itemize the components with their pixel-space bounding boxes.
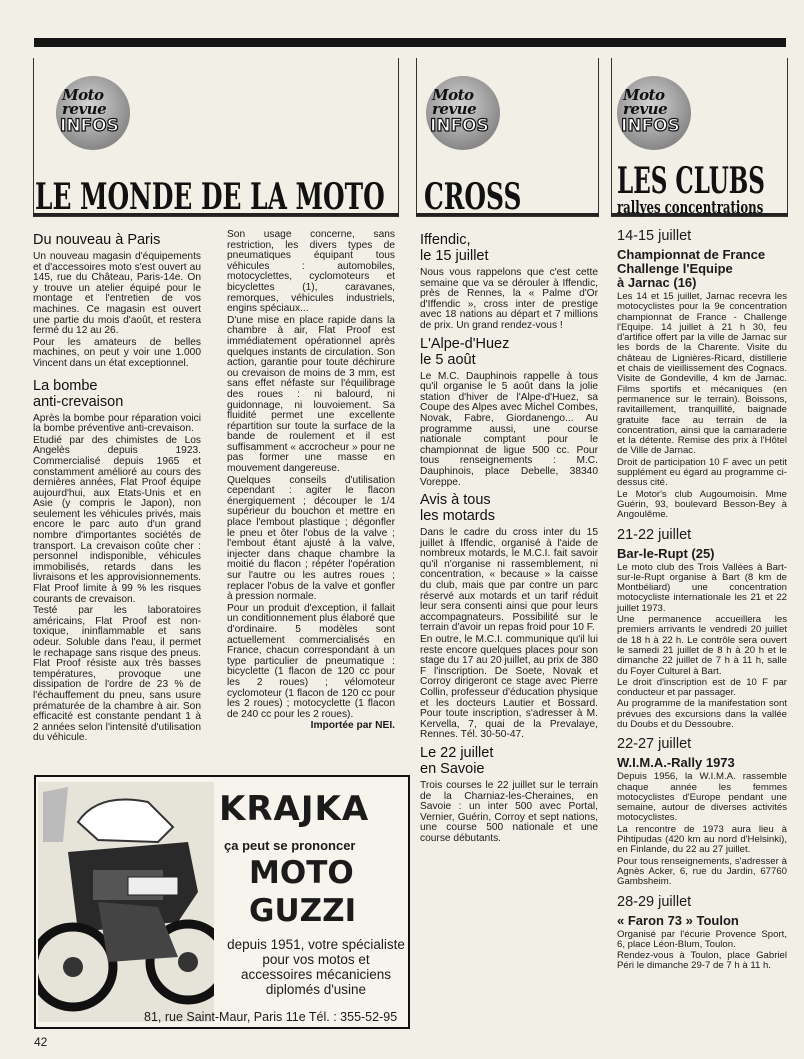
ad-moto: MOTO: [249, 855, 354, 891]
date-21-22-juillet: 21-22 juillet: [617, 526, 692, 543]
clubs-column: [617, 228, 787, 973]
paragraph: Le moto club des Trois Vallées à Bart-sur-le-Rupt organise à Bart (8 km de Montbéliard) une concentration motocycliste internationale les 21 et 22 juillet 1973.: [617, 561, 787, 614]
logo-line2: revue: [623, 100, 668, 118]
paragraph: Depuis 1956, la W.I.M.A. rassemble chaque année les femmes motocyclistes d'Europe pendant une semaine, autour de diverses activités motocyclistes.: [617, 771, 787, 824]
subhead-nouveau-paris: Du nouveau à Paris: [33, 232, 161, 248]
monde-column-1: [33, 228, 201, 745]
subhead-iffendic: Iffendic, le 15 juillet: [420, 232, 489, 264]
moto-revue-infos-logo: [617, 76, 691, 150]
paragraph: D'une mise en place rapide dans la chambre à air, Flat Proof est immédiatement opérationnel après quelques instants de circulation. Son action, garantie pour toute déchirure ou crevaison de moins de 3 mm, est sans effet néfaste sur l'équilibrage des roues : ni balourd, ni guidonnage, ni louvoiement. Sa fluidité permet une excellente répartition sur toute la surface de la bande de roulement et il est suffisamment « accrocheur » pour ne pas former une masse en mouvement dangereuse.: [227, 314, 395, 475]
paragraph: Un nouveau magasin d'équipements et d'accessoires moto s'est ouvert au 145, rue du Château, Paris-14e. On y trouve un atelier équipé pour le montage et l'entretien de vos machines. Ce magasin est ouvert une partie du mois d'août, et restera fermé du 12 au 26.: [33, 251, 201, 337]
monde-column-2: [227, 230, 395, 733]
subhead-avis: Avis à tous les motards: [420, 492, 495, 525]
logo-line1: Moto: [623, 86, 665, 104]
subhead-alpe-huez: L'Alpe-d'Huez le 5 août: [420, 335, 510, 368]
paragraph: Trois courses le 22 juillet sur le terrain de la Charniaz-les-Cheraines, en Savoie : un inter 500 avec Portal, Vernier, Guérin, Corroy et sept nations, une course 500 nationale et une course débutants.: [420, 779, 598, 844]
event-jarnac: Championnat de France Challenge l'Equipe à Jarnac (16): [617, 247, 766, 290]
paragraph: Dans le cadre du cross inter du 15 juillet à Iffendic, organisé à l'aide de nombreux motards, le M.C.I. fait savoir qu'il n'organise ni rassemblement, ni concentration, « because » la caisse du club, mais que par contre un parc réservé aux motards et un tarif réduit leur sera consenti ainsi que pour leurs accompagnateurs. Possibilité sur le terrain d'avoir un repas froid pour 10 F.: [420, 527, 598, 634]
top-rule: [34, 38, 786, 47]
date-14-15-juillet: 14-15 juillet: [617, 228, 692, 244]
clubs-heading: LES CLUBS: [617, 160, 765, 202]
paragraph: Une permanence accueillera les premiers arrivants le vendredi 20 juillet de 18 h à 22 h. Le contrôle sera ouvert le samedi 21 juillet de 8 h à 20 h et le dimanche 22 juillet de 7 h à 11 h, salle du Foyer Culturel à Bart.: [617, 614, 787, 677]
moto-revue-infos-logo: [56, 76, 130, 150]
cross-column: [420, 228, 598, 846]
logo-line3: INFOS: [430, 116, 489, 136]
logo-line1: Moto: [432, 86, 474, 104]
subhead-savoie: Le 22 juillet en Savoie: [420, 744, 494, 777]
logo-line1: Moto: [62, 86, 104, 104]
ad-guzzi: GUZZI: [249, 893, 357, 929]
paragraph: Rendez-vous à Toulon, place Gabriel Péri le dimanche 29-7 de 7 h à 11 h.: [617, 950, 787, 972]
paragraph: Le Motor's club Augoumoisin. Mme Guérin, 93, boulevard Besson-Bey à Angoulême.: [617, 488, 787, 521]
cross-heading: CROSS: [424, 176, 522, 218]
paragraph: Testé par les laboratoires américains, Flat Proof est non-toxique, ininflammable et sans odeur. Soluble dans l'eau, il permet le rechapage sans risque des pneus. Flat Proof résiste aux très basses températures, provoque une dissipation de l'ordre de 23 % de l'échauffement du pneu, sans usure prématurée de la chambre à air. Son efficacité est constante pendant 1 à 2 années selon l'intensité d'utilisation du véhicule.: [33, 605, 201, 744]
subhead-bombe: La bombe anti-crevaison: [33, 377, 124, 410]
moto-revue-infos-logo: [426, 76, 500, 150]
ad-text: depuis 1951, votre spécialiste pour vos motos et accessoires mécaniciens diplomés d'usine: [227, 937, 405, 997]
paragraph: Pour tous renseignements, s'adresser à Agnès Acker, 6, rue du Jardin, 67760 Gambsheim.: [617, 855, 787, 888]
logo-line2: revue: [62, 100, 107, 118]
event-wima: W.I.M.A.-Rally 1973: [617, 755, 735, 771]
paragraph: Son usage concerne, sans restriction, les divers types de pneumatiques équipant tous véhicules : automobiles, motocyclettes, cyclomoteurs et bicyclettes (1), caravanes, remorques, véhicules industriels, engins spéciaux...: [227, 229, 395, 315]
paragraph: Les 14 et 15 juillet, Jarnac recevra les motocyclistes pour la 9e concentration championnat de France - Challenge l'Equipe. 14 juillet à 21 h 30, feu d'artifice offert par la ville de Jarnac sur les bords de la Charente. Visite du château de Lignières-Ricard, distillerie et chais de vieillissement des Cognacs. Visite de Gondeville, 4 km de Jarnac. Films sportifs et mécaniques (en permanence sur le terrain). Boissons, ravitaillement, tranquillité, baignade gratuite face au terrain de la concentration, ainsi que la camaraderie et la détente. Remise des prix à l'Hôtel de Ville de Jarnac.: [617, 291, 787, 457]
paragraph: Au programme de la manifestation sont prévues des excursions dans la vallée du Doubs et du Dessoubre.: [617, 698, 787, 730]
page-number: 42: [34, 1035, 48, 1049]
motorcycle-photo: [38, 782, 214, 1022]
ad-tagline: ça peut se prononcer: [224, 838, 356, 853]
logo-line3: INFOS: [621, 116, 680, 136]
logo-line2: revue: [432, 100, 477, 118]
paragraph: Pour un produit d'exception, il fallait un conditionnement plus élaboré que d'ordinaire. 5 modèles sont actuellement commercialisés en France, chacun correspondant à un type particulier de pneumatique : bicyclette (1 flacon de 120 cc pour les 2 roues) ; vélomoteur cyclomoteur (1 flacon de 120 cc pour les 2 roues) ; motocyclette (1 flacon de 240 cc pour les 2 roues).: [227, 602, 395, 720]
paragraph: En outre, le M.C.I. communique qu'il lui reste encore quelques places pour son stage du 17 au 20 juillet, au prix de 380 F l'inscription. De Soete, Novak et Corroy dirigeront ce stage avec Pierre Collin, professeur d'éducation physique et les docteurs Lautier et Bossard. Pour toute inscription, s'adresser à M. Kervella, 7, quai de la Prevalaye, Rennes. Tél. 30-50-47.: [420, 634, 598, 741]
paragraph: Après la bombe pour réparation voici la bombe préventive anti-crevaison.: [33, 412, 201, 435]
paragraph: Droit de participation 10 F avec un petit supplément eu égard au programme ci-dessus cité.: [617, 456, 787, 489]
paragraph: Nous vous rappelons que c'est cette semaine que va se dérouler à Iffendic, près de Rennes, la « Palme d'Or d'Iffendic », cross inter de prestige avec 18 nations au départ et 7 millions de prix. Un grand rendez-vous !: [420, 267, 598, 331]
date-28-29-juillet: 28-29 juillet: [617, 893, 692, 910]
event-faron: « Faron 73 » Toulon: [617, 912, 739, 928]
logo-line3: INFOS: [60, 116, 119, 136]
paragraph: Pour les amateurs de belles machines, on peut y voir une 1.000 Vincent dans un état exceptionnel.: [33, 336, 201, 369]
ad-brand: KRAJKA: [219, 789, 370, 829]
date-22-27-juillet: 22-27 juillet: [617, 736, 692, 753]
paragraph: La rencontre de 1973 aura lieu à Pihtipudas (420 km au nord d'Helsinki), en Finlande, du 22 au 27 juillet.: [617, 823, 787, 856]
krajka-advertisement: [34, 775, 410, 1029]
clubs-subheading: rallyes concentrations: [617, 198, 764, 218]
paragraph: Organisé par l'écurie Provence Sport, 6, place Léon-Blum, Toulon.: [617, 928, 787, 950]
event-bar-le-rupt: Bar-le-Rupt (25): [617, 545, 715, 561]
monde-heading: LE MONDE DE LA MOTO: [35, 176, 385, 218]
credit-line: Importée par NEI.: [310, 720, 395, 732]
paragraph: Etudié par des chimistes de Los Angelès depuis 1923. Commercialisé depuis 1965 et constamment amélioré au cours des dernières années, Flat Proof équipe aujourd'hui, aux Etats-Unis et en Asie (y compris le Japon), non seulement les véhicules privés, mais encore le parc auto d'un grand nombre d'importantes sociétés de transport. La crevaison coûte cher : personnel indisponible, véhicules immobilisés, retards dans les livraisons et les approvisionnements. Flat Proof limite à 99 % les risques courants de crevaison.: [33, 434, 201, 605]
paragraph: Le droit d'inscription est de 10 F par conducteur et par passager.: [617, 676, 787, 699]
paragraph: Le M.C. Dauphinois rappelle à tous qu'il organise le 5 août dans la jolie station d'hiver de l'Alpe-d'Huez, sa Coupe des Alpes avec Michel Combes, Novak, Fabre, Giordanengo... Au programme aussi, une course nationale comptant pour le championnat de ligue 500 cc. Pour tous renseignements : M.C. Dauphinois, place Debelle, 38340 Voreppe.: [420, 370, 598, 488]
paragraph: Quelques conseils d'utilisation cependant : agiter le flacon énergiquement ; découper le 1/4 supérieur du bouchon et mettre en place l'embout plastique ; dégonfler le pneu et ôter l'obus de la valve ; l'embout étant ajusté à la valve, injecter dans chaque chambre la moitié du flacon ; répéter l'opération sur l'autre ou les autres roues ; replacer l'obus de la valve et gonfler à pression normale.: [227, 474, 395, 603]
ad-address: 81, rue Saint-Maur, Paris 11e Tél. : 355-52-95: [144, 1010, 398, 1024]
